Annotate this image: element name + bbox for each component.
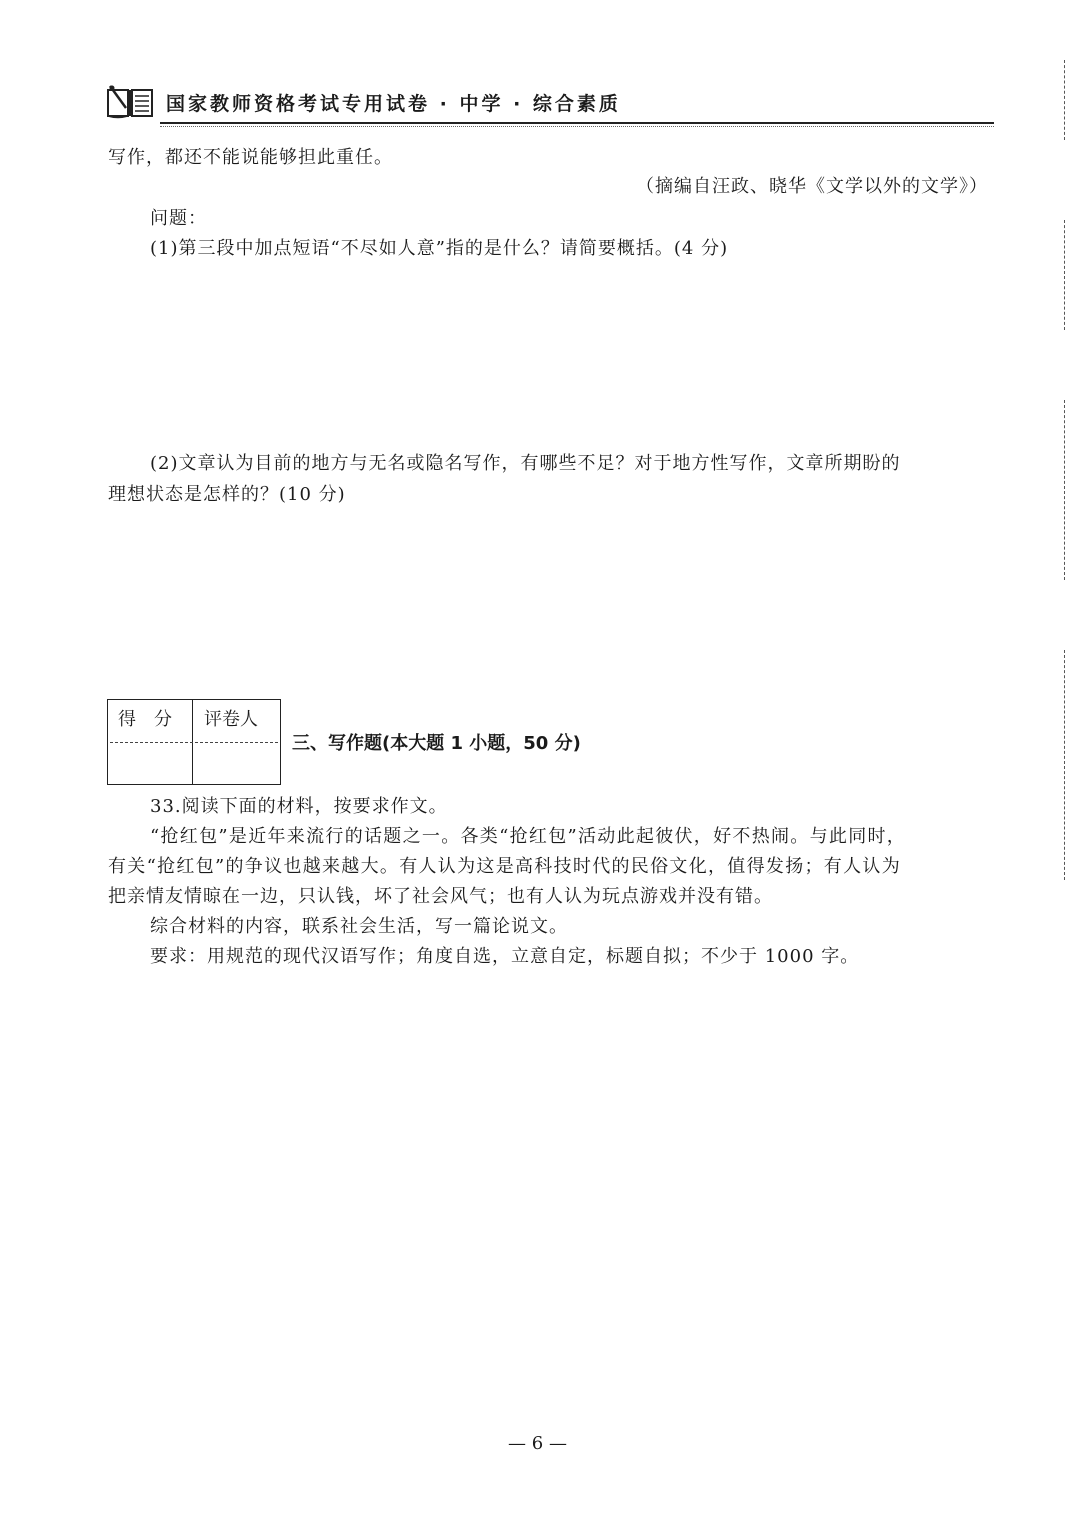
scan-edge-mark xyxy=(1064,220,1065,330)
passage-tail: 写作，都还不能说能够担此重任。 xyxy=(108,147,393,168)
scan-edge-mark xyxy=(1064,400,1065,580)
book-pen-icon xyxy=(106,84,154,120)
instruction: 综合材料的内容，联系社会生活，写一篇论说文。 xyxy=(150,916,568,937)
material-line-1: “抢红包”是近年来流行的话题之一。各类“抢红包”活动此起彼伏，好不热闹。与此同时， xyxy=(150,826,907,847)
header-rule xyxy=(160,122,994,124)
question-1: (1)第三段中加点短语“不尽如人意”指的是什么？请简要概括。(4 分) xyxy=(150,238,729,259)
section-3-title: 三、写作题(本大题 1 小题，50 分) xyxy=(292,733,581,754)
material-line-2: 有关“抢红包”的争议也越来越大。有人认为这是高科技时代的民俗文化，值得发扬；有人认为 xyxy=(108,856,901,877)
grader-label: 评卷人 xyxy=(204,709,258,730)
header-title: 国家教师资格考试专用试卷 · 中学 · 综合素质 xyxy=(166,93,621,115)
page-number: — 6 — xyxy=(508,1433,567,1454)
questions-label: 问题： xyxy=(150,208,207,229)
material-line-3: 把亲情友情晾在一边，只认钱，坏了社会风气；也有人认为玩点游戏并没有错。 xyxy=(108,886,773,907)
scan-edge-mark xyxy=(1064,650,1065,880)
scan-edge-mark xyxy=(1064,60,1065,140)
question-33: 33.阅读下面的材料，按要求作文。 xyxy=(150,796,448,817)
question-2-line-2: 理想状态是怎样的？(10 分) xyxy=(108,484,346,505)
score-label: 得 分 xyxy=(118,709,172,730)
score-table-dashed-line xyxy=(110,742,278,743)
passage-source: （摘编自汪政、晓华《文学以外的文学》） xyxy=(636,176,988,197)
question-2-line-1: (2)文章认为目前的地方与无名或隐名写作，有哪些不足？对于地方性写作，文章所期盼的 xyxy=(150,453,901,474)
header-rule-dotted xyxy=(160,126,994,127)
requirement: 要求：用规范的现代汉语写作；角度自选，立意自定，标题自拟；不少于 1000 字。 xyxy=(150,946,860,967)
